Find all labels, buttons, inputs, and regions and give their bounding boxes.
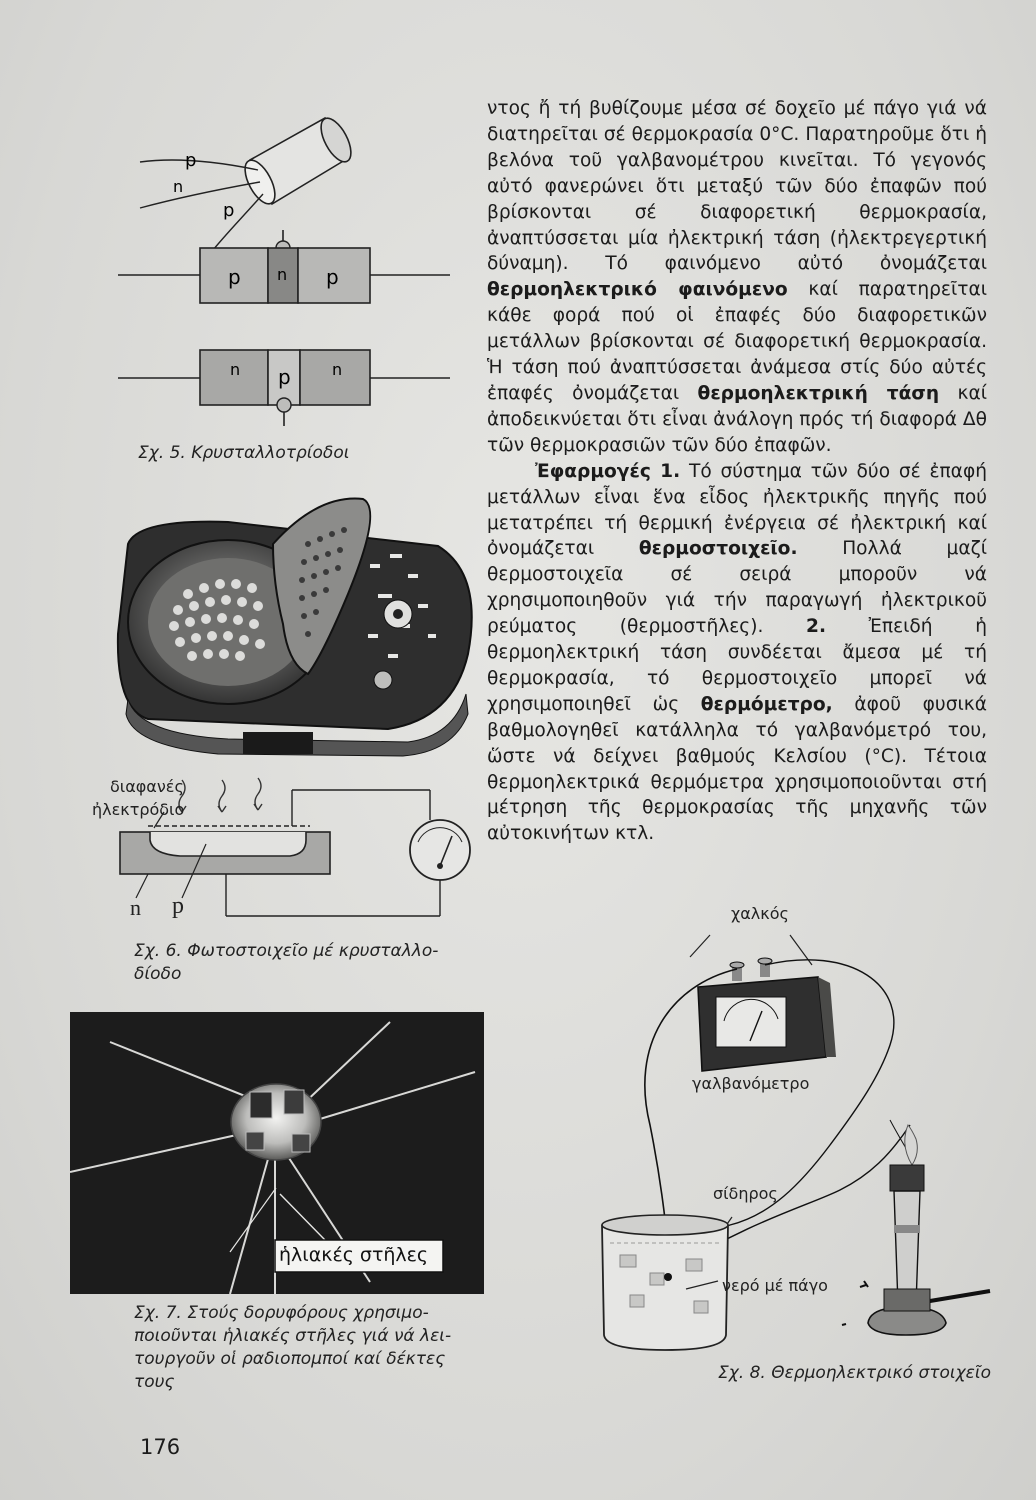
fig5-caption: Σχ. 5. Κρυσταλλοτρίοδοι	[138, 443, 350, 463]
fig8-label-copper: χαλκός	[731, 904, 789, 923]
fig8-label-iron: σίδηρος	[713, 1184, 778, 1203]
fig6-label-p: p	[172, 893, 184, 919]
term-thermometer: θερμόμετρο,	[700, 693, 833, 715]
npn-label-n1: n	[230, 360, 241, 379]
fig6-caption-line1: Σχ. 6. Φωτοστοιχεῖο μέ κρυσταλλο-	[134, 941, 439, 961]
term-thermocouple: θερμοστοιχεῖο.	[638, 538, 798, 560]
fig7-solar-panels-label: ἡλιακές στῆλες	[279, 1244, 429, 1266]
pnp-label-p2: p	[326, 265, 339, 289]
fig5-transistors-drawing	[100, 100, 470, 440]
fig8-label-water-ice: νερό μέ πάγο	[722, 1276, 828, 1295]
fig7-caption-line1: Σχ. 7. Στούς δορυφόρους χρησιμο-	[134, 1303, 429, 1323]
term-thermoelectric-voltage: θερμοηλεκτρική τάση	[697, 382, 940, 404]
page-number: 176	[140, 1435, 181, 1459]
pnp-label-p1: p	[228, 265, 241, 289]
fig6-label-electrode: ἠλεκτρόδιο	[92, 800, 185, 819]
fig8-label-galvanometer: γαλβανόμετρο	[692, 1074, 810, 1093]
fig8-thermocouple-drawing	[590, 925, 1010, 1375]
paragraph-1: ντος ἤ τή βυθίζουμε μέσα σέ δοχεῖο μέ πάγο γιά νά διατηρεῖται σέ θερμοκρασία 0°C. Παρατηροῦμε ὅτι ἡ βελόνα τοῦ γαλβανομέτρου κινεῖται. Τό γεγονός αὐτό φανερώνει ὅτι μεταξύ τῶν δύο ἐπαφῶν πού βρίσκονται σέ διαφορετική θερμοκρασία, ἀναπτύσσεται μία ἠλεκτρική τάση (ἠλεκτρεγερτική δύναμη). Τό φαινόμενο αὐτό ὀνομάζεται θερμοηλεκτρικό φαινόμενο καί παρατηρεῖται κάθε φορά πού οἱ ἐπαφές δύο διαφορετικῶν μετάλλων βρίσκονται σέ διαφορετική θερμοκρασία. Ἡ τάση πού ἀναπτύσσεται ἀνάμεσα στίς δύο αὐτές ἐπαφές ὀνομάζεται θερμοηλεκτρική τάση καί ἀποδεικνύεται ὅτι εἶναι ἀνάλογη πρός τή διαφορά Δθ τῶν θερμοκρασιῶν τῶν δύο ἐπαφῶν.	[487, 98, 988, 456]
paragraph-2: Ἐφαρμογές 1. Τό σύστημα τῶν δύο σέ ἐπαφή μετάλλων εἶναι ἕνα εἶδος ἠλεκτρικῆς πηγῆς πού μετατρέπει τή θερμική ἐνέργεια σέ ἠλεκτρική καί ὀνομάζεται θερμοστοιχεῖο. Πολλά μαζί θερμοστοιχεῖα σέ σειρά μποροῦν νά χρησιμοποιηθοῦν γιά τήν παραγωγή ἠλεκτρικοῦ ρεύματος (θερμοστῆλες). 2. Ἐπειδή ἡ θερμοηλεκτρική τάση συνδέεται ἄμεσα μέ τή θερμοκρασία, τό θερμοστοιχεῖο μπορεῖ νά χρησιμοποιηθεῖ ὡς θερμόμετρο, ἀφοῦ φυσικά βαθμολογηθεῖ κατάλληλα τό γαλβανόμετρό του, ὥστε νά δείχνει βαθμούς Κελσίου (°C). Τέτοια θερμοηλεκτρικά θερμόμετρα χρησιμοποιοῦνται στή μέτρηση τῆς θερμοκρασίας τῆς μηχανῆς τῶν αὐτοκινήτων κτλ.	[487, 460, 987, 845]
fig5-label-p-mid: p	[223, 200, 235, 221]
fig6-photocell-photo	[108, 484, 488, 764]
body-text	[487, 96, 987, 847]
fig7-caption-line3: τουργοῦν οἱ ραδιοπομποί καί δέκτες	[134, 1349, 446, 1369]
fig6-caption-line2: δίοδο	[134, 964, 182, 984]
beaker	[602, 1215, 728, 1350]
fig5-label-p-top: p	[185, 150, 197, 171]
npn-label-n2: n	[332, 360, 343, 379]
fig5-label-n-top: n	[173, 177, 184, 196]
applications-heading: Ἐφαρμογές 1.	[535, 460, 681, 482]
pnp-label-n: n	[277, 265, 288, 284]
item-number-2: 2.	[806, 616, 827, 638]
fig7-caption-line4: τους	[134, 1372, 175, 1392]
fig7-caption-line2: ποιοῦνται ἡλιακές στῆλες γιά νά λει-	[134, 1326, 452, 1346]
npn-label-p: p	[278, 365, 291, 389]
fig8-caption: Σχ. 8. Θερμοηλεκτρικό στοιχεῖο	[718, 1363, 992, 1383]
fig6-label-transparent: διαφανές	[110, 777, 184, 796]
term-thermoelectric-effect: θερμοηλεκτρικό φαινόμενο	[487, 279, 788, 301]
fig6-label-n: n	[130, 895, 141, 920]
